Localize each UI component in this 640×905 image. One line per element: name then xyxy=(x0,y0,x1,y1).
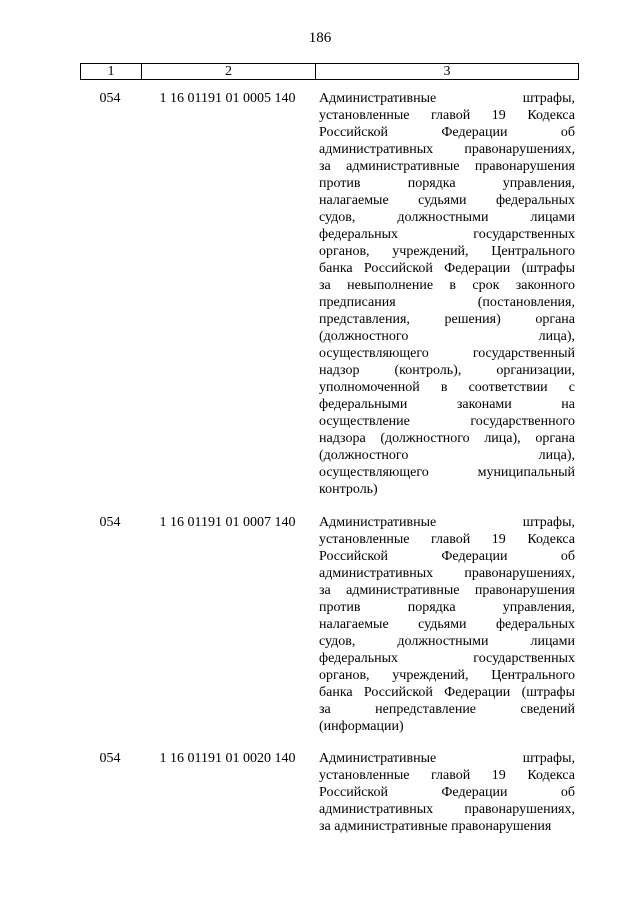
description-line: органов, учреждений, Центрального xyxy=(319,244,575,259)
description-line: за невыполнение в срок законного xyxy=(319,278,575,293)
description-line: Административные штрафы, xyxy=(319,91,575,106)
kbk-code-cell: 1 16 01191 01 0020 140 xyxy=(159,751,296,766)
admin-code-cell: 054 xyxy=(99,515,121,530)
description-line: надзора (должностного лица), органа xyxy=(319,431,575,446)
description-line: административных правонарушениях, xyxy=(319,566,575,581)
description-line: федеральными законами на xyxy=(319,397,575,412)
column-header-2: 2 xyxy=(142,64,316,80)
description-line: против порядка управления, xyxy=(319,176,575,191)
description-line: за административные правонарушения xyxy=(319,583,575,598)
description-line: представления, решения) органа xyxy=(319,312,575,327)
description-line: налагаемые судьями федеральных xyxy=(319,617,575,632)
description-line: за административные правонарушения xyxy=(319,159,575,174)
description-line: за непредставление сведений xyxy=(319,702,575,717)
description-line: Российской Федерации об xyxy=(319,785,575,800)
description-line: административных правонарушениях, xyxy=(319,802,575,817)
description-line: Российской Федерации об xyxy=(319,549,575,564)
description-line: осуществление государственного xyxy=(319,414,575,429)
description-line: (информации) xyxy=(319,719,404,734)
description-line: Административные штрафы, xyxy=(319,515,575,530)
description-line: банка Российской Федерации (штрафы xyxy=(319,261,575,276)
page-number: 186 xyxy=(308,30,332,46)
description-cell xyxy=(319,90,575,498)
description-line: судов, должностными лицами xyxy=(319,634,575,649)
description-line: надзор (контроль), организации, xyxy=(319,363,575,378)
description-line: установленные главой 19 Кодекса xyxy=(319,532,575,547)
description-line: органов, учреждений, Центрального xyxy=(319,668,575,683)
kbk-code-cell: 1 16 01191 01 0007 140 xyxy=(159,515,296,530)
description-line: (должностного лица), xyxy=(319,329,575,344)
description-line: федеральных государственных xyxy=(319,227,575,242)
description-line: федеральных государственных xyxy=(319,651,575,666)
description-line: контроль) xyxy=(319,482,378,497)
description-line: налагаемые судьями федеральных xyxy=(319,193,575,208)
description-cell xyxy=(319,750,575,835)
column-header-3: 3 xyxy=(316,64,579,80)
table-header xyxy=(80,63,579,80)
admin-code-cell: 054 xyxy=(99,91,121,106)
description-line: судов, должностными лицами xyxy=(319,210,575,225)
description-line: против порядка управления, xyxy=(319,600,575,615)
description-line: осуществляющего государственный xyxy=(319,346,575,361)
description-line: (должностного лица), xyxy=(319,448,575,463)
description-line: предписания (постановления, xyxy=(319,295,575,310)
description-line: банка Российской Федерации (штрафы xyxy=(319,685,575,700)
description-line: установленные главой 19 Кодекса xyxy=(319,768,575,783)
description-line: за административные правонарушения xyxy=(319,819,552,834)
description-line: уполномоченной в соответствии с xyxy=(319,380,575,395)
description-line: Административные штрафы, xyxy=(319,751,575,766)
column-header-1: 1 xyxy=(81,64,142,80)
kbk-code-cell: 1 16 01191 01 0005 140 xyxy=(159,91,296,106)
description-cell xyxy=(319,514,575,735)
description-line: установленные главой 19 Кодекса xyxy=(319,108,575,123)
description-line: административных правонарушениях, xyxy=(319,142,575,157)
description-line: осуществляющего муниципальный xyxy=(319,465,575,480)
admin-code-cell: 054 xyxy=(99,751,121,766)
description-line: Российской Федерации об xyxy=(319,125,575,140)
